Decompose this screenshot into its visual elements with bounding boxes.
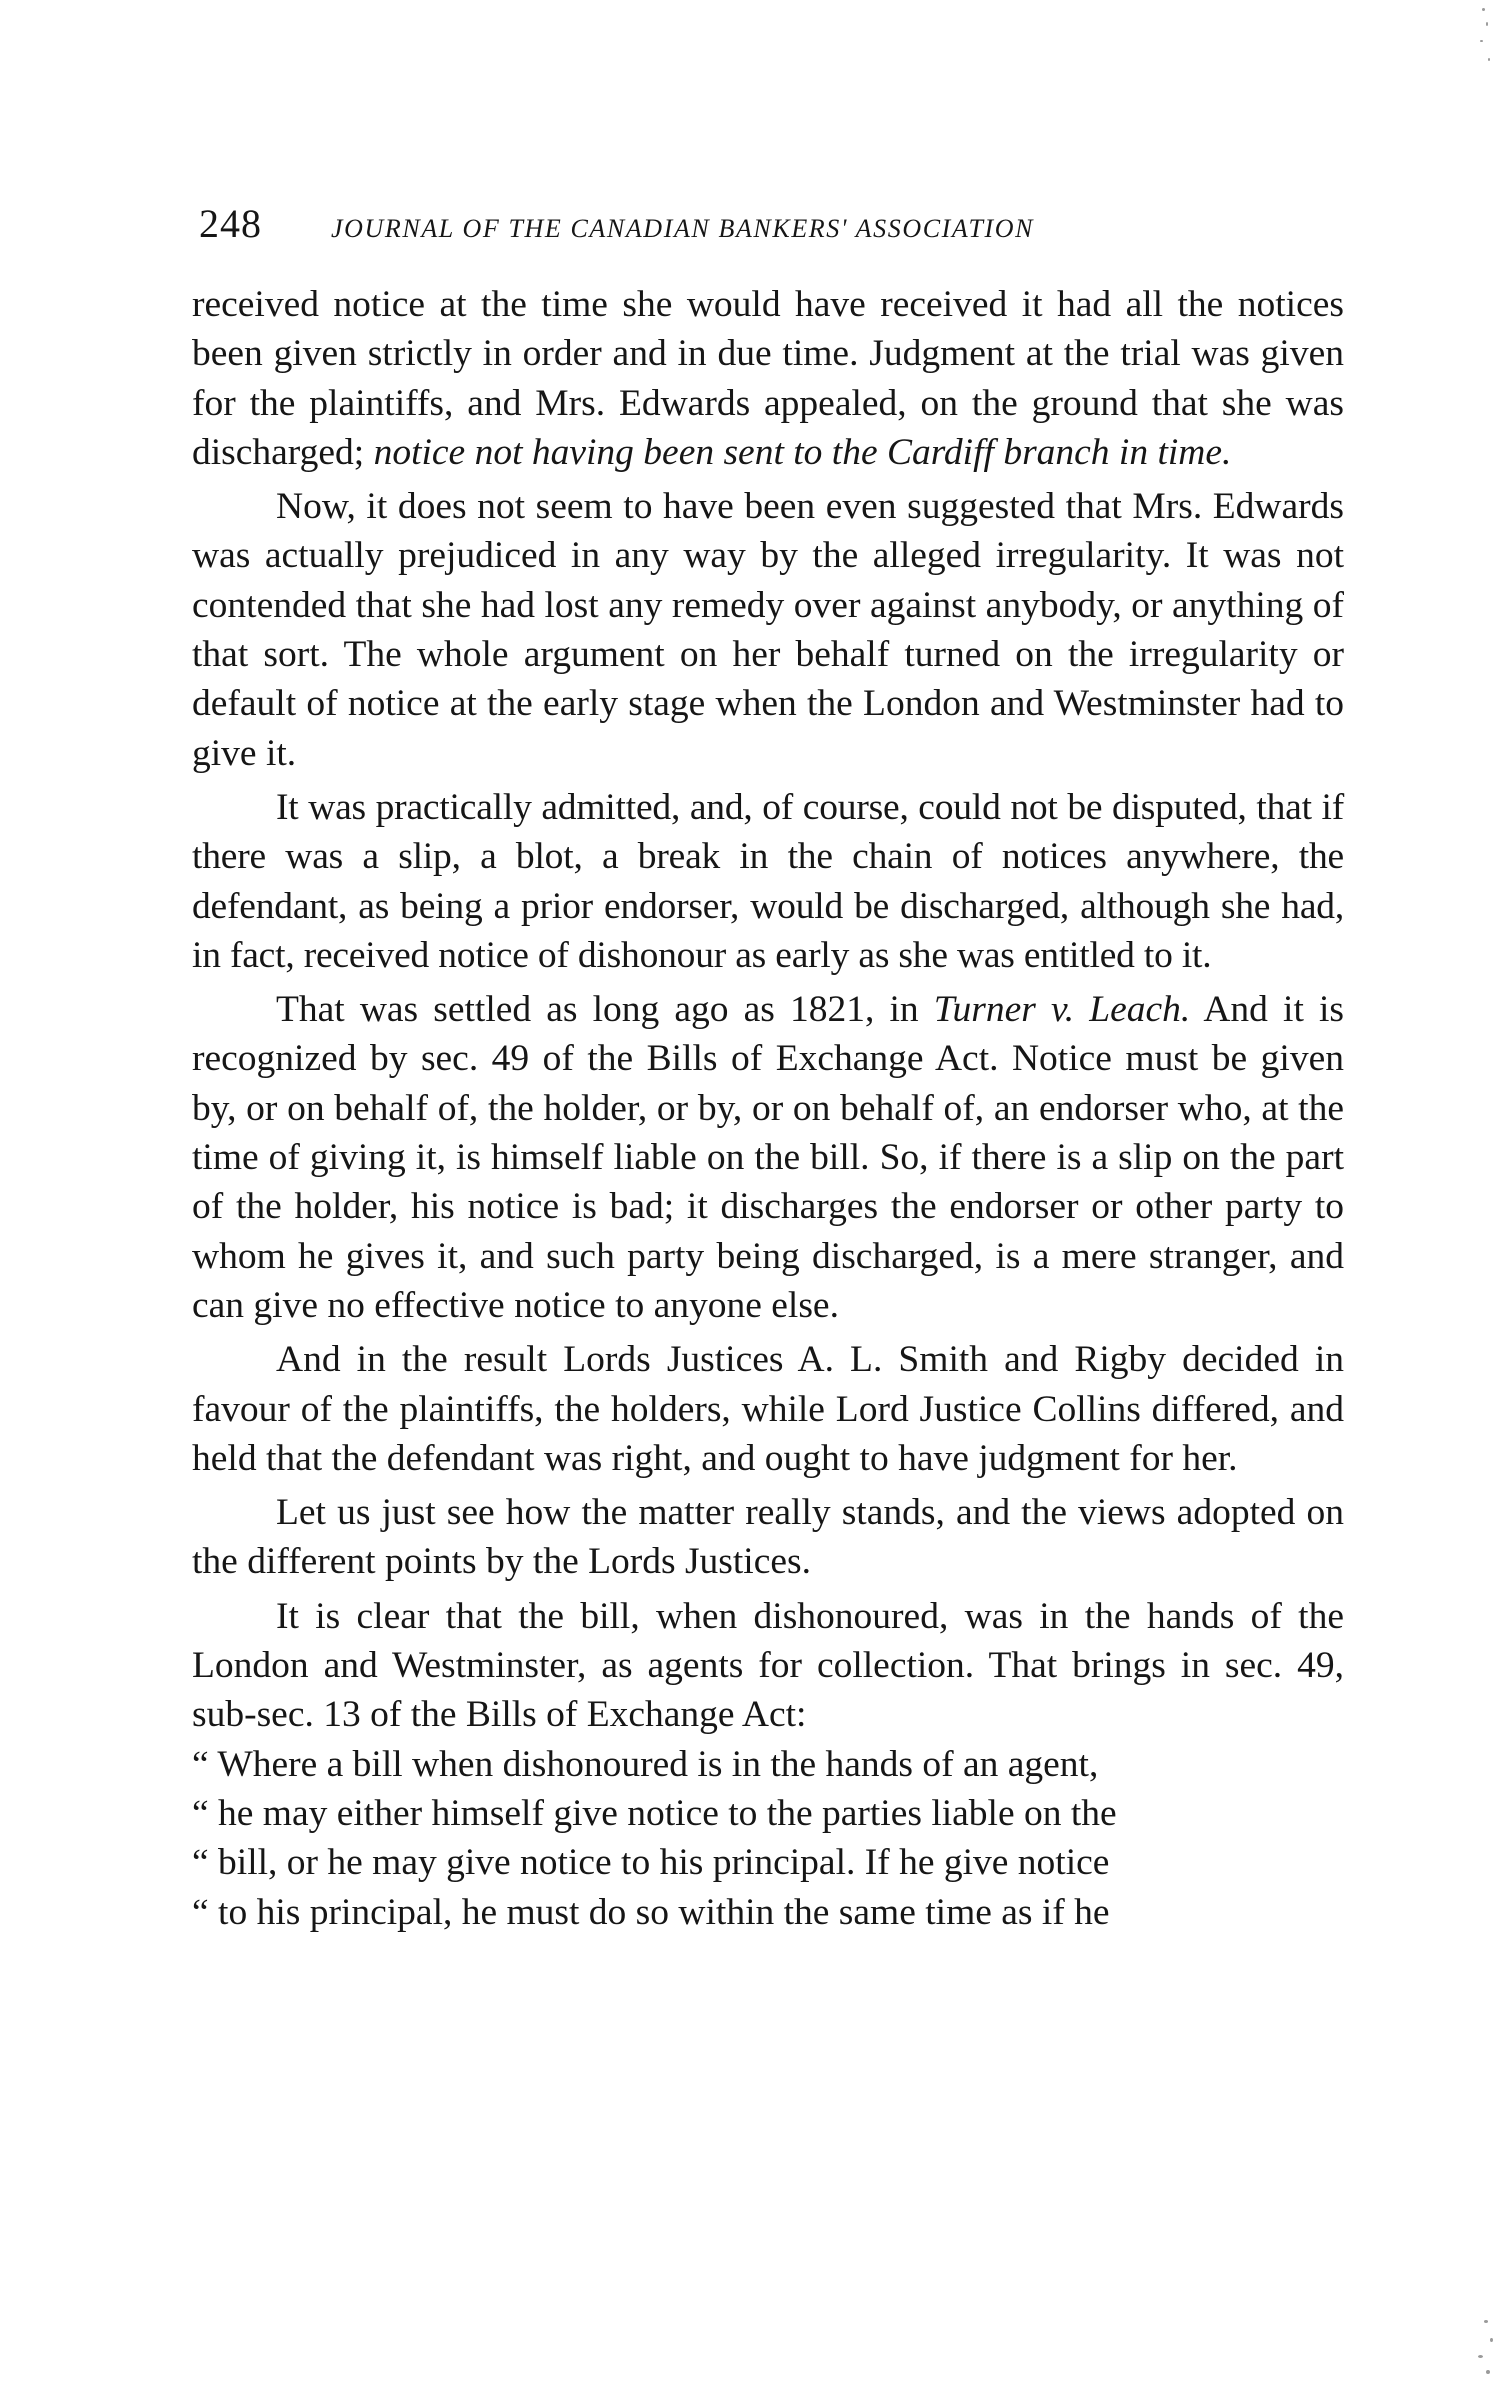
- running-head: JOURNAL OF THE CANADIAN BANKERS' ASSOCIATION: [331, 214, 1035, 243]
- paragraph-5: And in the result Lords Justices A. L. Smith and Rigby decided in favour of the plaintiffs, the holders, while Lord Justice Collins differed, and held that the defendant was right, and ought to have judgment for her.: [192, 1339, 1344, 1479]
- case-name: Turner v. Leach.: [933, 989, 1191, 1031]
- paragraph-4: [192, 985, 1344, 1330]
- quoted-statute-line: “ bill, or he may give notice to his principal. If he give notice: [192, 1842, 1110, 1884]
- scan-edge-marks: [1468, 0, 1508, 2392]
- paragraph-1-italic: notice not having been sent to the Cardiff branch in time.: [373, 431, 1232, 473]
- page-number: 248: [199, 201, 262, 246]
- scan-speck: [1482, 8, 1485, 11]
- body-text: [192, 280, 1344, 1937]
- quoted-statute-line: “ to his principal, he must do so within the same time as if he: [192, 1891, 1110, 1933]
- scan-speck: [1488, 58, 1490, 61]
- paragraph-2: Now, it does not seem to have been even suggested that Mrs. Edwards was actually prejudiced in any way by the alleged irregularity. It was not contended that she had lost any remedy over against anybody, or anything of that sort. The whole argument on her behalf turned on the irregularity or default of notice at the early stage when the London and Westminster had to give it.: [192, 486, 1344, 774]
- paragraph-1: [192, 280, 1344, 477]
- scan-speck: [1486, 2370, 1490, 2374]
- scan-speck: [1478, 2355, 1483, 2358]
- paragraph-4-text-after: And it is recognized by sec. 49 of the Bills of Exchange Act. Notice must be given by, or on behalf of, the holder, or by, or on behalf of, an endorser who, at the time of giving it, is himself liable on the bill. So, if there is a slip on the part of the holder, his notice is bad; it discharges the endorser or other party to whom he gives it, and such party being discharged, is a mere stranger, and can give no effective notice to anyone else.: [192, 989, 1344, 1326]
- quoted-statute-line: “ he may either himself give notice to the parties liable on the: [192, 1792, 1117, 1834]
- paragraph-6: Let us just see how the matter really stands, and the views adopted on the different points by the Lords Justices.: [192, 1492, 1344, 1583]
- paragraph-7: It is clear that the bill, when dishonoured, was in the hands of the London and Westminster, as agents for collection. That brings in sec. 49, sub-sec. 13 of the Bills of Exchange Act:: [192, 1595, 1344, 1736]
- quoted-statute-line: “ Where a bill when dishonoured is in the hands of an agent,: [192, 1743, 1099, 1785]
- paragraph-3: It was practically admitted, and, of course, could not be disputed, that if there was a slip, a blot, a break in the chain of notices anywhere, the defendant, as being a prior endorser, would be discharged, although she had, in fact, received notice of dishonour as early as she was entitled to it.: [192, 786, 1344, 976]
- page-header: [199, 200, 1349, 260]
- scan-speck: [1480, 40, 1483, 42]
- paragraph-1-text: received notice at the time she would have received it had all the notices been given strictly in order and in due time. Judgment at the trial was given for the plaintiffs, and Mrs. Edwards appealed, on the ground that she was discharged;: [192, 284, 1344, 473]
- scan-speck: [1484, 2320, 1488, 2323]
- scan-speck: [1486, 22, 1488, 26]
- scan-speck: [1490, 2338, 1493, 2342]
- paragraph-4-text-before: That was settled as long ago as 1821, in: [276, 989, 934, 1031]
